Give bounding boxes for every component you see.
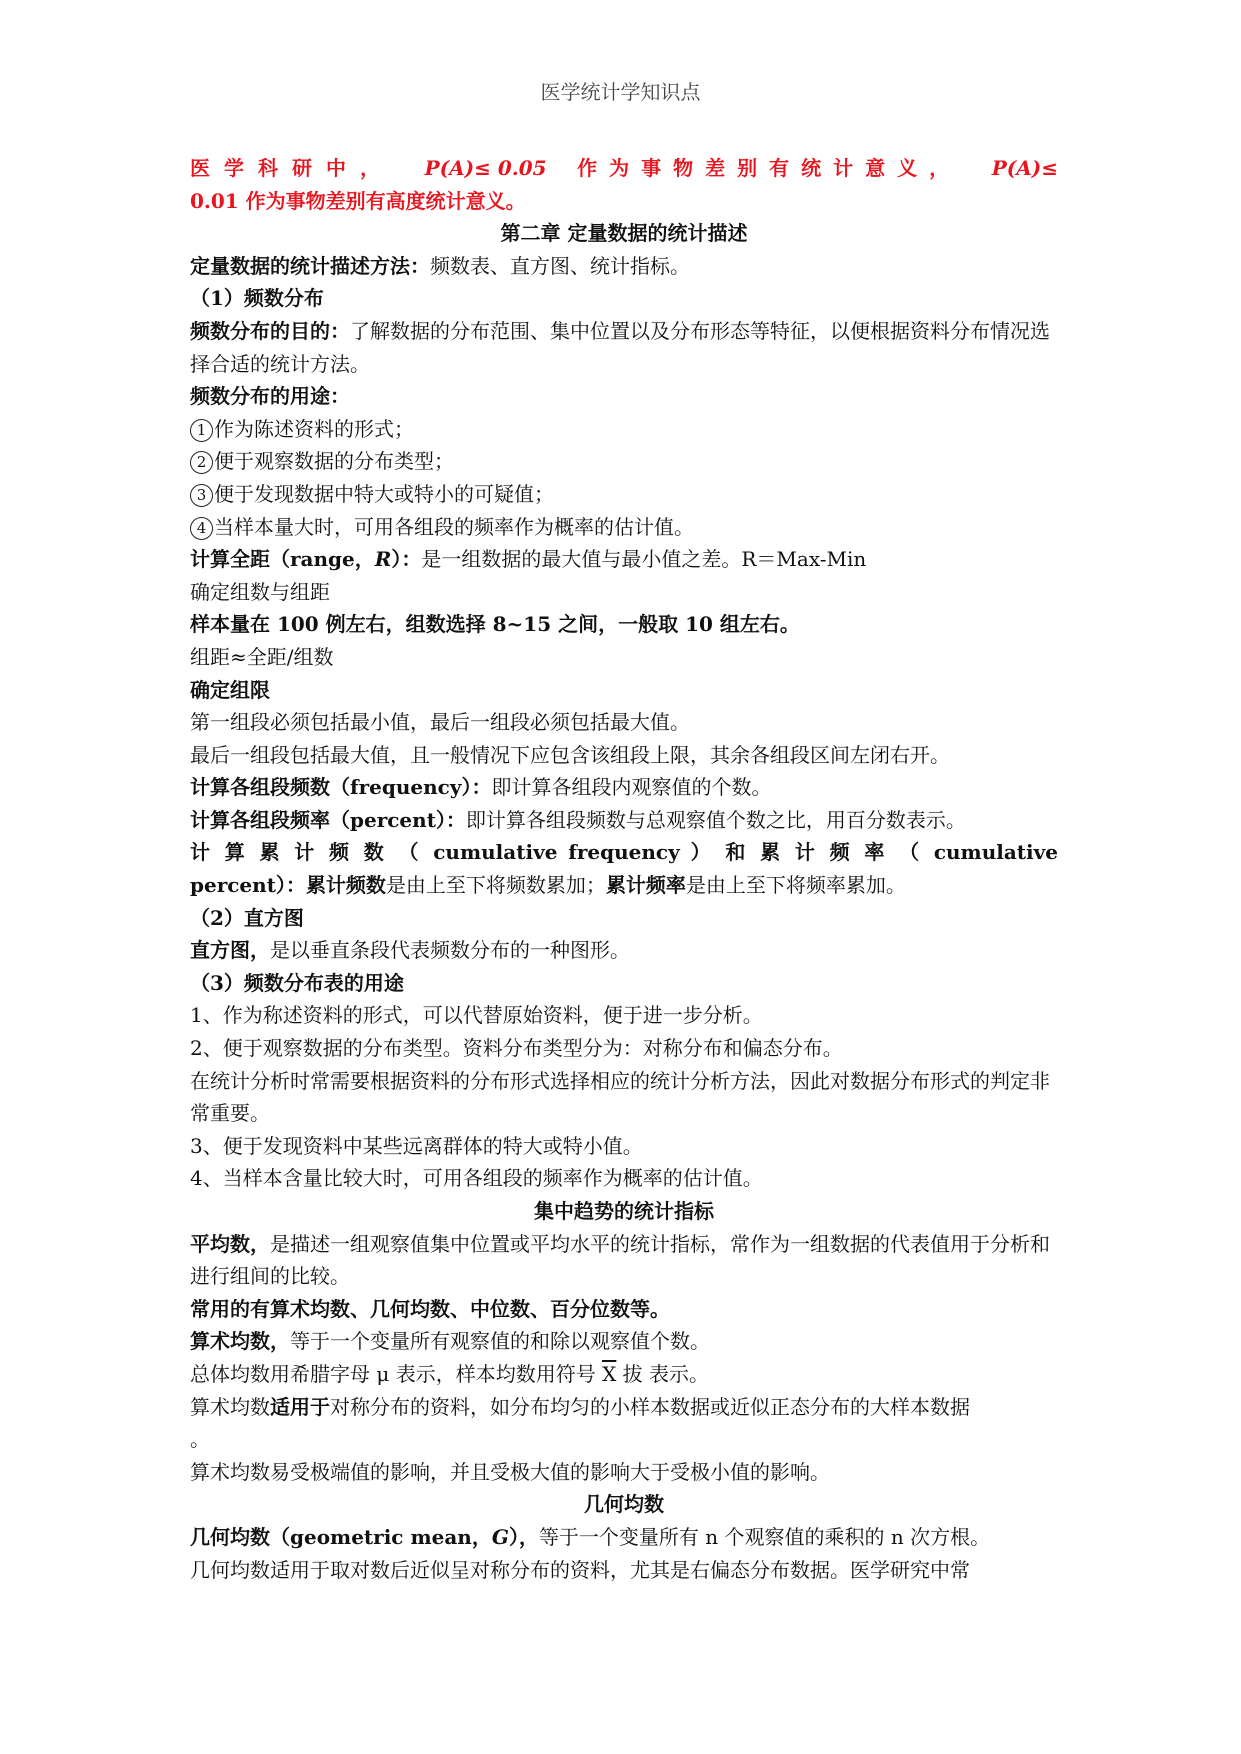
histogram-line (190, 934, 1058, 967)
section-1-title: （1）频数分布 (190, 286, 324, 311)
frequency-text: 即计算各组段内观察值的个数。 (491, 775, 772, 800)
frequency-line (190, 771, 1058, 804)
percent-text: 即计算各组段频数与总观察值个数之比，用百分数表示。 (465, 807, 966, 832)
geometric-use: 几何均数适用于取对数后近似呈对称分布的资料，尤其是右偏态分布数据。医学研究中常 (190, 1557, 970, 1582)
table-use-item: 1、作为称述资料的形式，可以代替原始资料，便于进一步分析。 (190, 1003, 763, 1028)
cumulative-line-1: 计 算 累 计 频 数 （ cumulative frequency ） 和 累 计 频 率 （ cumulative (190, 840, 1058, 865)
table-use-item: 4、当样本含量比较大时，可用各组段的频率作为概率的估计值。 (190, 1166, 763, 1191)
arithmetic-mean-label: 算术均数， (190, 1329, 290, 1354)
range-label-b: ）： (391, 547, 422, 572)
cumulative-label: percent）： (190, 873, 306, 898)
x-bar-symbol: $\overline{X}$ (602, 1361, 617, 1386)
histogram-label: 直方图， (190, 938, 270, 963)
geometric-label-a: 几何均数（geometric mean， (190, 1524, 492, 1549)
use-item (190, 413, 1058, 446)
limit-line-2: 最后一组段包括最大值，且一般情况下应包含该组段上限，其余各组段区间左闭右开。 (190, 742, 950, 767)
intro-text-2: 作为事物差别有统计意义， (577, 156, 962, 180)
purpose-text: 了解数据的分布范围、集中位置以及分布形态等特征，以便根据资料分布情况选择合适的统计方法。 (190, 318, 1050, 376)
arithmetic-use-c: 。 (190, 1427, 210, 1452)
document-body (190, 150, 1058, 1586)
symbol-text-b: 拔 表示。 (616, 1361, 710, 1386)
common-means-line: 常用的有算术均数、几何均数、中位数、百分位数等。 (190, 1296, 670, 1321)
range-label (190, 547, 421, 571)
arithmetic-use-paragraph (190, 1391, 1058, 1456)
geometric-mean-title: 几何均数 (584, 1492, 664, 1517)
methods-line (190, 250, 1058, 283)
intro-p-value-2: P(A)≤ (991, 156, 1058, 180)
percent-line (190, 804, 1058, 837)
cumulative-line-2 (190, 869, 1058, 902)
methods-label: 定量数据的统计描述方法： (190, 253, 430, 278)
table-note: 在统计分析时常需要根据资料的分布形式选择相应的统计分析方法，因此对数据分布形式的判定非常重要。 (190, 1068, 1050, 1126)
arithmetic-mean-line (190, 1325, 1058, 1358)
use-item-text: 当样本量大时，可用各组段的频率作为概率的估计值。 (214, 514, 694, 539)
mean-label: 平均数， (190, 1231, 270, 1256)
use-item (190, 445, 1058, 478)
intro-paragraph (190, 150, 1058, 217)
cumulative-bold-b: 累计频率 (605, 873, 686, 898)
geometric-label (190, 1525, 539, 1549)
mean-text: 是描述一组观察值集中位置或平均水平的统计指标，常作为一组数据的代表值用于分析和进行组间的比较。 (190, 1231, 1050, 1289)
percent-label: 计算各组段频率（percent）： (190, 807, 466, 832)
range-text: 是一组数据的最大值与最小值之差。R＝Max-Min (421, 547, 867, 572)
cumulative-bold-a: 累计频数 (305, 873, 386, 898)
limit-line-1: 第一组段必须包括最小值，最后一组段必须包括最大值。 (190, 710, 690, 735)
arithmetic-mean-text: 等于一个变量所有观察值的和除以观察值个数。 (290, 1329, 710, 1354)
use-item-text: 作为陈述资料的形式； (214, 416, 414, 441)
width-line: 组距≈全距/组数 (190, 644, 334, 669)
purpose-label: 频数分布的目的： (190, 318, 350, 343)
chapter-title: 第二章 定量数据的统计描述 (500, 221, 748, 246)
arithmetic-use-bold: 适用于 (270, 1394, 330, 1419)
intro-line-2: 0.01 作为事物差别有高度统计意义。 (190, 188, 526, 213)
intro-p-value-1: P(A)≤ 0.05 (424, 156, 547, 180)
cumulative-text-b: 是由上至下将频率累加。 (685, 873, 906, 898)
section-2-title: （2）直方图 (190, 905, 304, 930)
use-item-text: 便于发现数据中特大或特小的可疑值； (214, 481, 554, 506)
limit-title: 确定组限 (190, 677, 270, 702)
geometric-text: 等于一个变量所有 n 个观察值的乘积的 n 次方根。 (538, 1524, 991, 1549)
geometric-label-b: ）， (508, 1524, 539, 1549)
group-line: 确定组数与组距 (190, 579, 330, 604)
section-3-title: （3）频数分布表的用途 (190, 970, 404, 995)
intro-text-1: 医学科研中， (190, 156, 394, 180)
frequency-label: 计算各组段频数（frequency）： (190, 775, 492, 800)
circled-number: 2 (190, 451, 213, 474)
symbol-text-a: 总体均数用希腊字母 μ 表示，样本均数用符号 (190, 1361, 603, 1386)
cumulative-text-a: 是由上至下将频数累加； (385, 873, 606, 898)
range-label-a: 计算全距（range， (190, 547, 375, 572)
uses-title: 频数分布的用途： (190, 384, 350, 409)
central-tendency-title: 集中趋势的统计指标 (534, 1199, 714, 1223)
sample-line: 样本量在 100 例左右，组数选择 8~15 之间，一般取 10 组左右。 (190, 612, 800, 637)
circled-number: 1 (190, 419, 213, 442)
use-item (190, 478, 1058, 511)
use-item-text: 便于观察数据的分布类型； (214, 449, 454, 474)
methods-text: 频数表、直方图、统计指标。 (430, 253, 690, 278)
arithmetic-note: 算术均数易受极端值的影响，并且受极大值的影响大于受极小值的影响。 (190, 1459, 830, 1484)
circled-number: 4 (190, 517, 213, 540)
histogram-text: 是以垂直条段代表频数分布的一种图形。 (270, 938, 630, 963)
purpose-paragraph (190, 315, 1058, 380)
table-use-item: 2、便于观察数据的分布类型。资料分布类型分为：对称分布和偏态分布。 (190, 1036, 843, 1061)
table-use-item: 3、便于发现资料中某些远离群体的特大或特小值。 (190, 1133, 643, 1158)
geometric-definition (190, 1521, 1058, 1554)
range-symbol: R (374, 547, 392, 572)
circled-number: 3 (190, 484, 213, 507)
intro-line-1 (190, 152, 1058, 185)
arithmetic-use-b: 对称分布的资料，如分布均匀的小样本数据或近似正态分布的大样本数据 (330, 1394, 970, 1419)
arithmetic-use-a: 算术均数 (190, 1394, 270, 1419)
mean-definition (190, 1228, 1058, 1293)
symbol-line (190, 1358, 1058, 1391)
use-item (190, 511, 1058, 544)
range-line (190, 543, 1058, 576)
geometric-symbol: G (491, 1524, 509, 1549)
page-header-title: 医学统计学知识点 (540, 80, 701, 104)
